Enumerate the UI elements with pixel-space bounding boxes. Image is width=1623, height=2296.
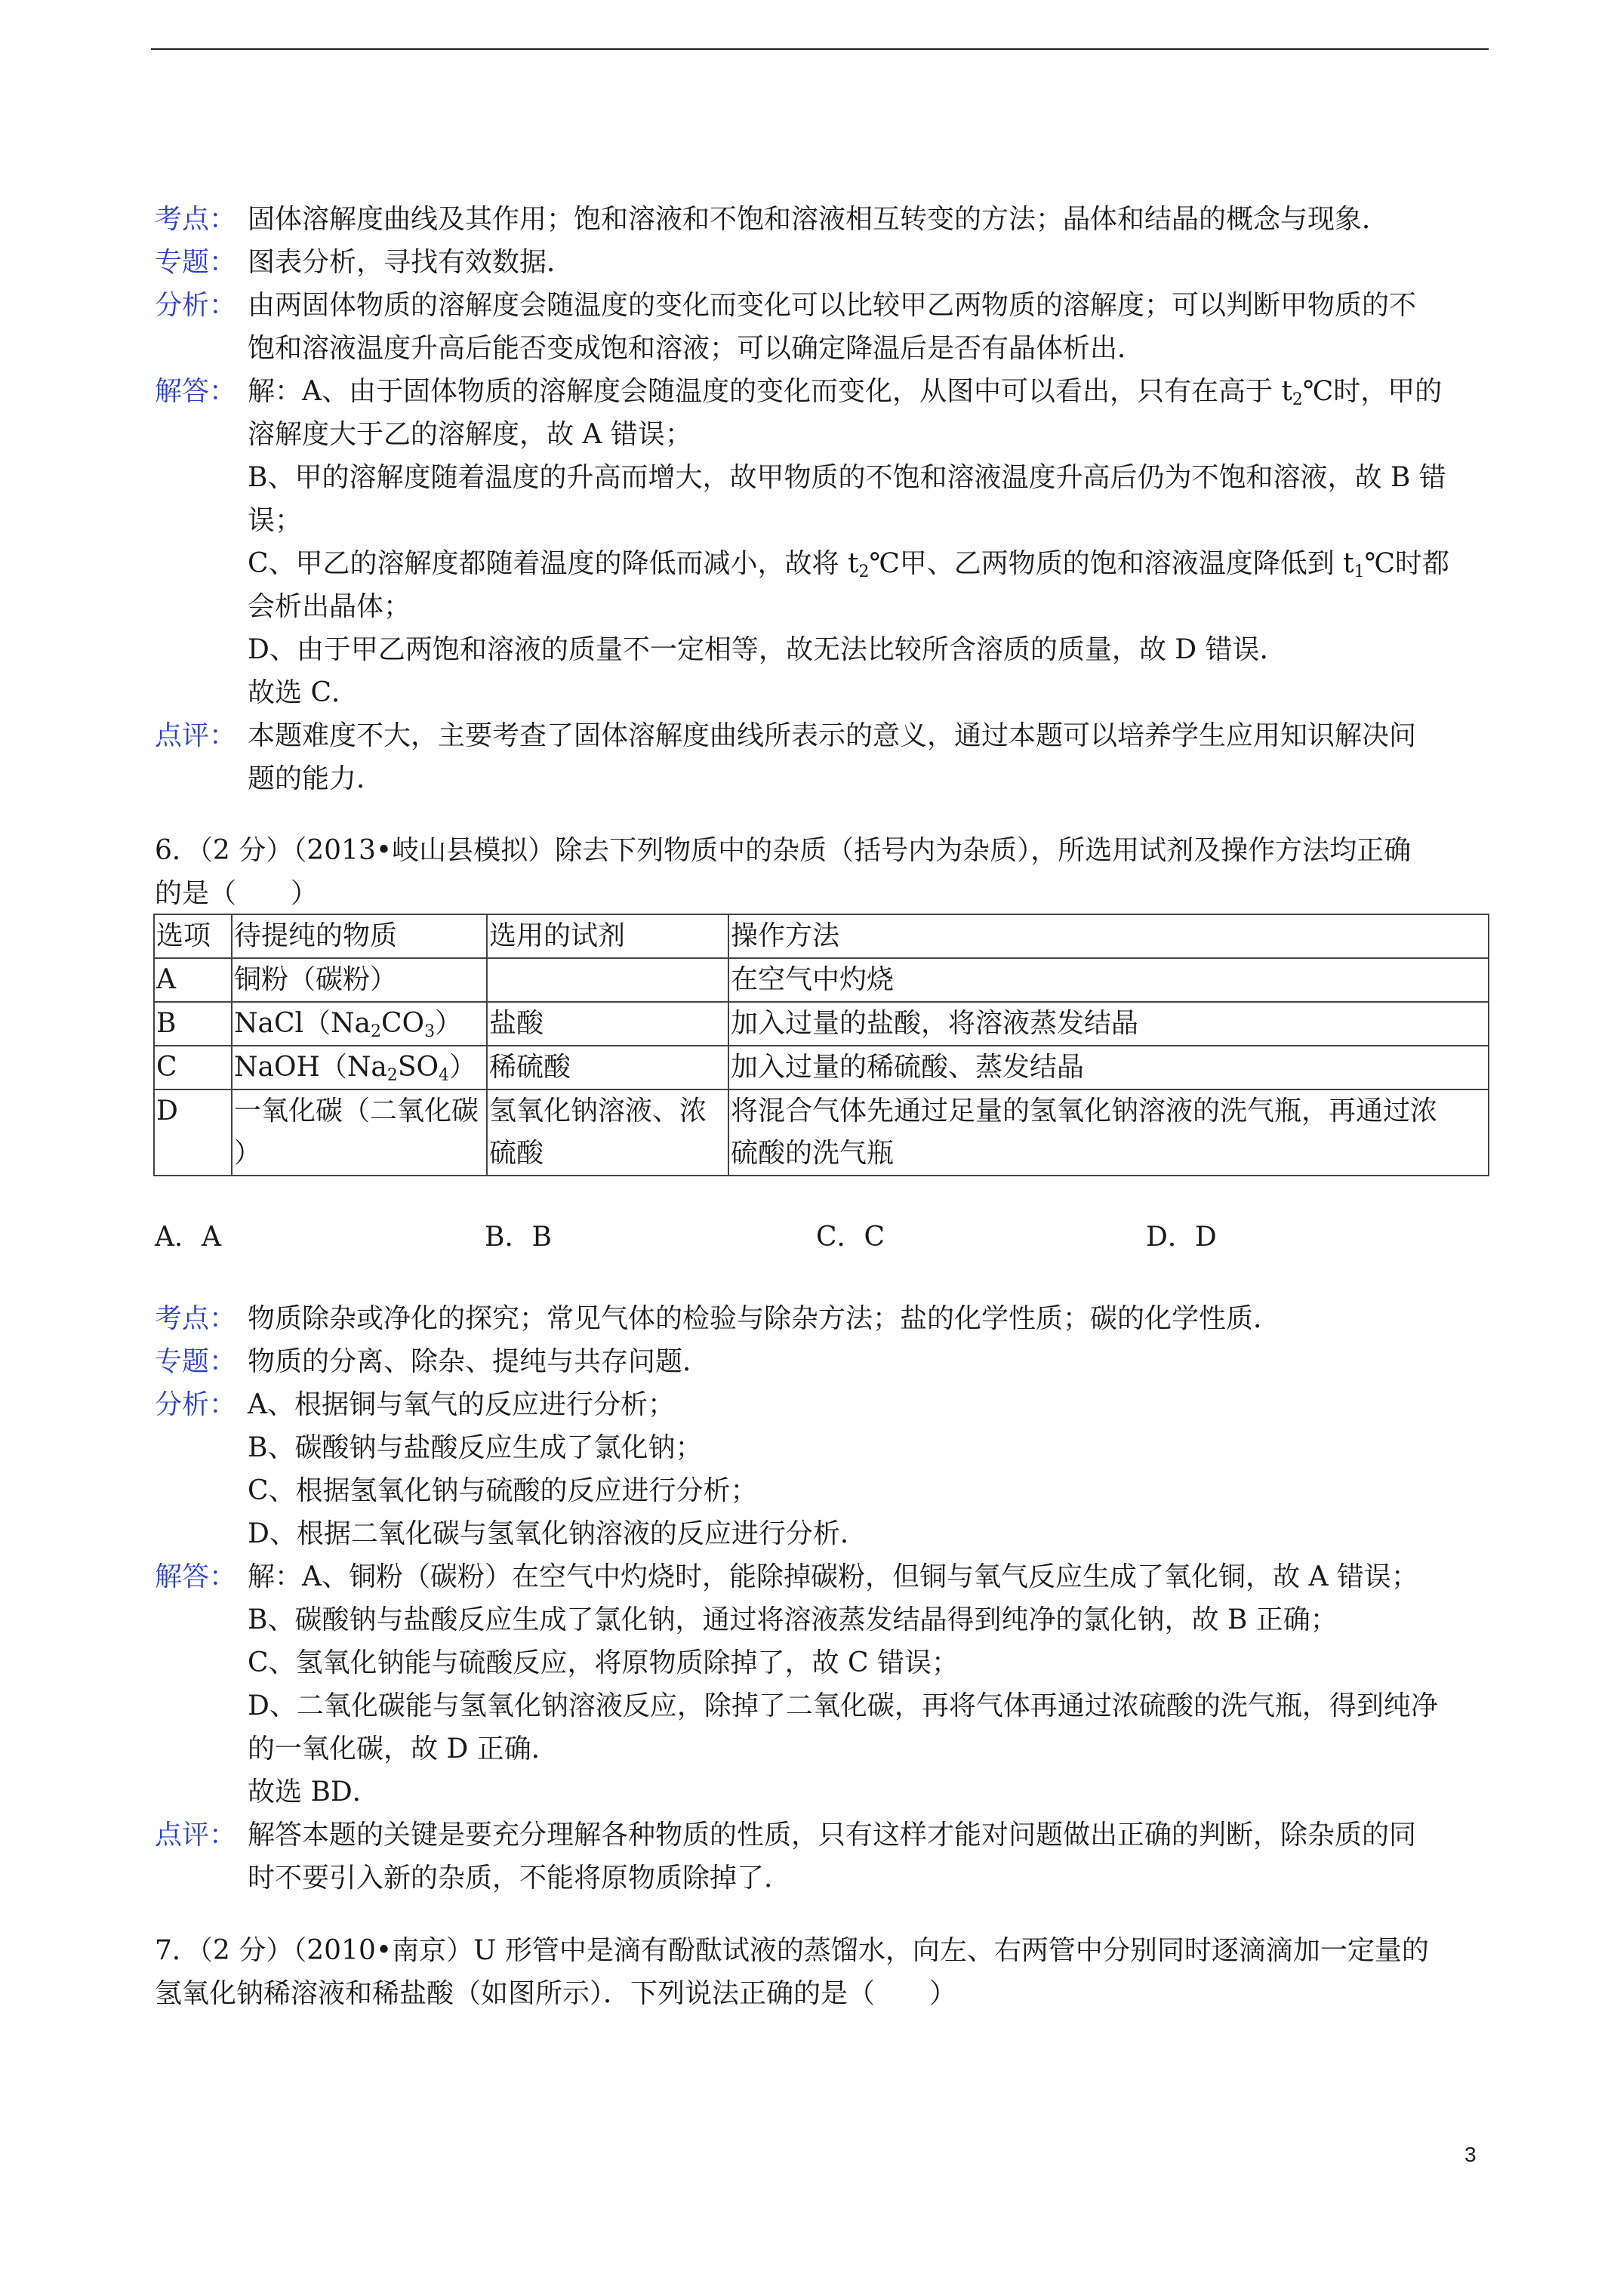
label-kaodian: 考点： <box>155 204 237 235</box>
q6-fenxi: 分析： A、根据铜与氧气的反应进行分析； <box>155 1389 675 1420</box>
q6-dianping: 点评： 解答本题的关键是要充分理解各种物质的性质，只有这样才能对问题做出正确的判断，除杂质的同 <box>155 1820 1417 1851</box>
q5-zhuanti: 专题： 图表分析，寻找有效数据． <box>155 241 1491 284</box>
q7-stem: 7．（2 分）（2010•南京）U 形管中是滴有酚酞试液的蒸馏水，向左、右两管中分别同时逐滴滴加一定量的 氢氧化钠稀溶液和稀盐酸（如图所示）．下列说法正确的是（ ） <box>155 1935 1429 2009</box>
choice-d: D．D <box>1146 1222 1217 1253</box>
q6-stem: 6．（2 分）（2013•岐山县模拟）除去下列物质中的杂质（括号内为杂质），所选用试剂及操作方法均正确 的是（ ） <box>155 835 1412 909</box>
q5-kaodian: 考点： 固体溶解度曲线及其作用；饱和溶液和不饱和溶液相互转变的方法；晶体和结晶的概念与现象． <box>155 198 1491 241</box>
choice-b: B．B <box>485 1222 552 1253</box>
choice-a: A．A <box>155 1222 221 1253</box>
q5-fenxi: 分析： 由两固体物质的溶解度会随温度的变化而变化可以比较甲乙两物质的溶解度；可以判断甲物质的不 <box>155 284 1491 327</box>
label-zhuanti: 专题： <box>155 247 237 278</box>
table-row: A 铜粉（碳粉） 在空气中灼烧 <box>154 958 1489 1002</box>
label-fenxi: 分析： <box>155 290 237 321</box>
table-row: D 一氧化碳（二氧化碳 ） 氢氧化钠溶液、浓 硫酸 将混合气体先通过足量的氢氧化钠溶液的洗气瓶，再通过浓 硫酸的洗气瓶 <box>154 1089 1489 1176</box>
label-jieda: 解答： <box>155 376 237 407</box>
choice-c: C．C <box>816 1222 885 1253</box>
table-header-row: 选项 待提纯的物质 选用的试剂 操作方法 <box>154 914 1489 958</box>
table-row: B $NaCl(Na_2CO_3)$ 盐酸 加入过量的盐酸，将溶液蒸发结晶 <box>154 1002 1489 1046</box>
q6-jieda: 解答： 解：A、铜粉（碳粉）在空气中灼烧时，能除掉碳粉，但铜与氧气反应生成了氧化铜，故 A 错误； <box>155 1561 1418 1592</box>
q5-jieda: 解答： 解：A、由于固体物质的溶解度会随温度的变化而变化，从图中可以看出，只有在高于 $t_2℃$时，甲的 <box>155 370 1491 413</box>
q6-options-table <box>153 914 1489 1176</box>
q6-kaodian: 考点： 物质除杂或净化的探究；常见气体的检验与除杂方法；盐的化学性质；碳的化学性质． <box>155 1303 1281 1334</box>
page-number: 3 <box>1464 2143 1477 2166</box>
q6-analysis: 考点： 物质除杂或净化的探究；常见气体的检验与除杂方法；盐的化学性质；碳的化学性质． 专题： 物质的分离、除杂、提纯与共存问题． 分析： A、根据铜与氧气的反应进行分析； B、碳酸钠与盐酸反应生成了氯化钠； C、根据氢氧化钠与硫酸的反应进行分析； D、根据二氧化碳与氢氧化钠溶液的反应进行分析． 解答： 解：A、铜粉（碳粉）在空气中灼烧时，能除掉碳粉，但铜与氧气反应生成了氧化铜，故 A 错误； B、碳酸钠与盐酸反应生成了氯化钠，通过将溶液蒸发结晶得到纯净的氯化钠，故 B 正确； C、氢氧化钠能与硫酸反应，将原物质除掉了，故 C 错误； D、二氧化碳能与氢氧化钠溶液反应，除掉了二氧化碳，再将气体再通过浓硫酸的洗气瓶，得到纯净 的一氧化碳，故 D 正确． 故选 BD． 点评： 解答本题的关键是要充分理解各种物质的性质，只有这样才能对问题做出正确的判断，除杂质的同 时不要引入新的杂质，不能将原物质除掉了． <box>155 1297 1491 1900</box>
table-row: C $NaOH(Na_2SO_4)$ 稀硫酸 加入过量的稀硫酸、蒸发结晶 <box>154 1046 1489 1089</box>
q5-analysis: 考点： 固体溶解度曲线及其作用；饱和溶液和不饱和溶液相互转变的方法；晶体和结晶的概念与现象． 专题： 图表分析，寻找有效数据． 分析： 由两固体物质的溶解度会随温度的变化而变化可以比较甲乙两物质的溶解度；可以判断甲物质的不 饱和溶液温度升高后能否变成饱和溶液；可以确定降温后是否有晶体析出． 解答： 解：A、由于固体物质的溶解度会随温度的变化而变化，从图中可以看出，只有在高于 $t_2℃$时，甲的 溶解度大于乙的溶解度，故 A 错误； B、甲的溶解度随着温度的升高而增大，故甲物质的不饱和溶液温度升高后仍为不饱和溶液，故 B 错 误； C、甲乙的溶解度都随着温度的降低而减小，故将 $t_2℃$甲、乙两物质的饱和溶液温度降低到 $t_1℃$时都 会析出晶体； D、由于甲乙两饱和溶液的质量不一定相等，故无法比较所含溶质的质量，故 D 错误． 故选 C． 点评： 本题难度不大，主要考查了固体溶解度曲线所表示的意义，通过本题可以培养学生应用知识解决问 题的能力． <box>155 198 1491 800</box>
q5-dianping: 点评： 本题难度不大，主要考查了固体溶解度曲线所表示的意义，通过本题可以培养学生应用知识解决问 <box>155 714 1491 757</box>
q6-zhuanti: 专题： 物质的分离、除杂、提纯与共存问题． <box>155 1346 710 1377</box>
label-dianping: 点评： <box>155 720 237 751</box>
header-rule <box>151 48 1489 50</box>
